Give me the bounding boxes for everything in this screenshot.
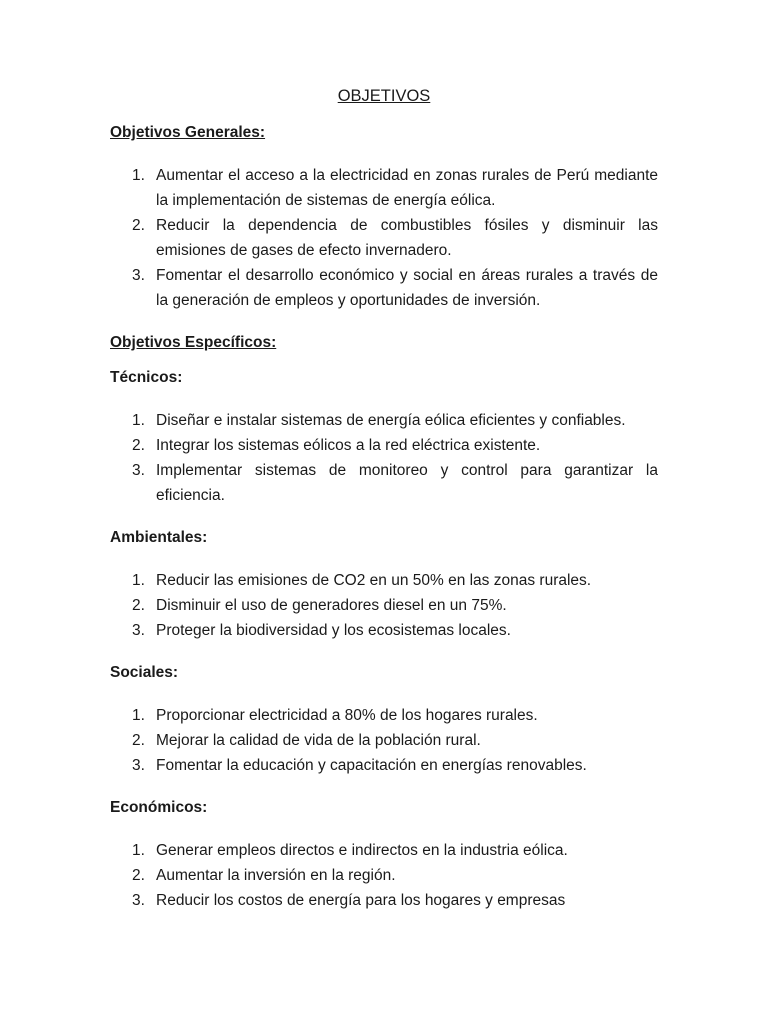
subsection-heading-ambientales: Ambientales: xyxy=(110,529,208,546)
list-item xyxy=(110,568,658,593)
list-item-text: Proteger la biodiversidad y los ecosistemas locales. xyxy=(156,622,511,639)
list-item xyxy=(110,213,658,263)
list-item xyxy=(110,433,658,458)
list-item-text: Mejorar la calidad de vida de la población rural. xyxy=(156,732,481,749)
list-item-text: Diseñar e instalar sistemas de energía eólica eficientes y confiables. xyxy=(156,412,626,429)
list-item xyxy=(110,458,658,508)
list-item-number: 3. xyxy=(132,622,145,639)
list-item-number: 1. xyxy=(132,572,145,589)
list-item-text: Fomentar la educación y capacitación en energías renovables. xyxy=(156,757,587,774)
list-item-text: Reducir los costos de energía para los hogares y empresas xyxy=(156,892,566,909)
list-item-number: 3. xyxy=(132,892,145,909)
list-item-number: 2. xyxy=(132,732,145,749)
list-item-number: 2. xyxy=(132,597,145,614)
list-item xyxy=(110,888,658,913)
list-item xyxy=(110,728,658,753)
list-item xyxy=(110,863,658,888)
list-item-text: Implementar sistemas de monitoreo y control para garantizar la eficiencia. xyxy=(156,462,658,504)
list-item-number: 2. xyxy=(132,867,145,884)
list-item-number: 1. xyxy=(132,167,145,184)
list-tecnicos xyxy=(110,408,658,508)
section-heading-especificos: Objetivos Específicos: xyxy=(110,334,277,351)
section-heading-generales: Objetivos Generales: xyxy=(110,124,266,141)
list-item-number: 1. xyxy=(132,412,145,429)
list-item xyxy=(110,753,658,778)
list-item xyxy=(110,703,658,728)
list-item-text: Aumentar el acceso a la electricidad en zonas rurales de Perú mediante la implementación de sistemas de energía eólica. xyxy=(156,167,658,209)
list-item xyxy=(110,593,658,618)
list-item-text: Aumentar la inversión en la región. xyxy=(156,867,396,884)
list-item-number: 3. xyxy=(132,757,145,774)
list-item-text: Proporcionar electricidad a 80% de los hogares rurales. xyxy=(156,707,538,724)
list-item-text: Generar empleos directos e indirectos en la industria eólica. xyxy=(156,842,568,859)
list-item-text: Reducir la dependencia de combustibles fósiles y disminuir las emisiones de gases de efecto invernadero. xyxy=(156,217,658,259)
list-item-text: Reducir las emisiones de CO2 en un 50% en las zonas rurales. xyxy=(156,572,592,589)
list-item-number: 1. xyxy=(132,707,145,724)
list-economicos xyxy=(110,838,658,913)
list-item xyxy=(110,618,658,643)
list-item-text: Integrar los sistemas eólicos a la red eléctrica existente. xyxy=(156,437,541,454)
list-item xyxy=(110,163,658,213)
list-item-number: 1. xyxy=(132,842,145,859)
list-generales xyxy=(110,163,658,313)
list-item-text: Fomentar el desarrollo económico y social en áreas rurales a través de la generación de empleos y oportunidades de inversión. xyxy=(156,267,658,309)
list-sociales xyxy=(110,703,658,778)
list-item-text: Disminuir el uso de generadores diesel en un 75%. xyxy=(156,597,507,614)
list-item-number: 3. xyxy=(132,267,145,284)
list-item-number: 3. xyxy=(132,462,145,479)
list-item-number: 2. xyxy=(132,437,145,454)
page-title: OBJETIVOS xyxy=(337,87,431,105)
list-item xyxy=(110,263,658,313)
list-item xyxy=(110,408,658,433)
subsection-heading-sociales: Sociales: xyxy=(110,664,179,681)
list-ambientales xyxy=(110,568,658,643)
subsection-heading-economicos: Económicos: xyxy=(110,799,208,816)
subsection-heading-tecnicos: Técnicos: xyxy=(110,369,183,386)
list-item-number: 2. xyxy=(132,217,145,234)
document-page xyxy=(110,0,658,1024)
list-item xyxy=(110,838,658,863)
